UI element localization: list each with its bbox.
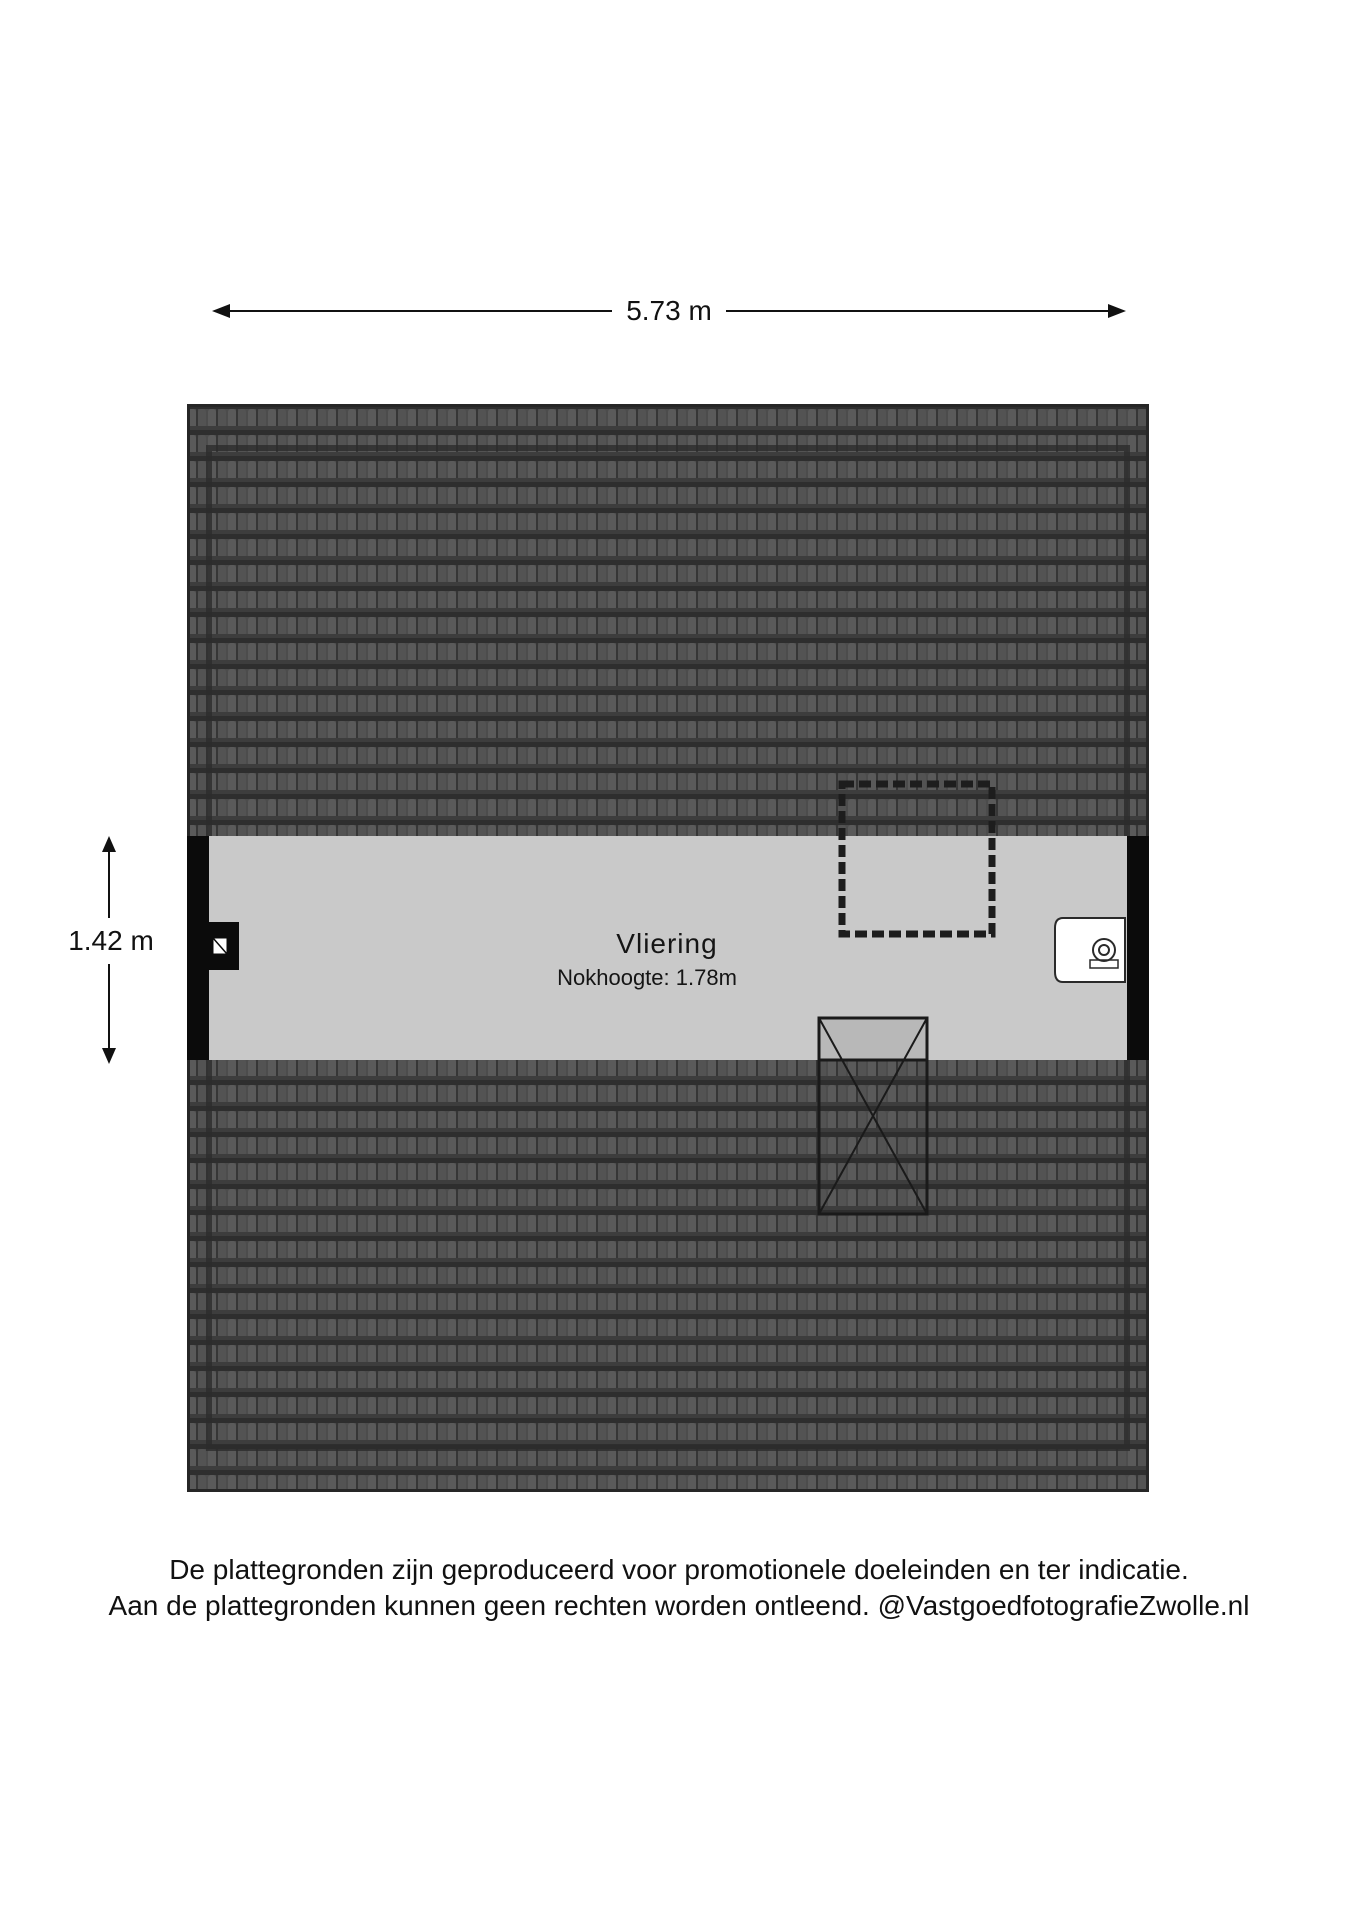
arrow-right-icon xyxy=(1108,304,1126,318)
dimension-line xyxy=(108,964,110,1050)
floor-plan xyxy=(187,404,1149,1492)
wall-left xyxy=(187,836,209,1060)
disclaimer-line-1: De plattegronden zijn geproduceerd voor promotionele doeleinden en ter indicatie. xyxy=(169,1554,1189,1585)
ridge-height-label: Nokhoogte: 1.78m xyxy=(557,965,737,990)
chimney-icon xyxy=(209,922,239,970)
dimension-line xyxy=(108,850,110,918)
width-label: 5.73 m xyxy=(626,295,712,326)
boiler-icon xyxy=(1055,918,1125,982)
disclaimer xyxy=(0,1552,1358,1624)
width-dimension xyxy=(212,296,1126,326)
arrow-down-icon xyxy=(102,1048,116,1064)
roof-upper xyxy=(187,404,1149,836)
depth-dimension xyxy=(56,836,166,1064)
wall-right xyxy=(1127,836,1149,1060)
roof-lower xyxy=(187,1060,1149,1492)
room-name: Vliering xyxy=(616,928,718,959)
dimension-line xyxy=(726,310,1116,312)
dimension-line xyxy=(222,310,612,312)
depth-label: 1.42 m xyxy=(68,925,154,956)
disclaimer-line-2: Aan de plattegronden kunnen geen rechten worden ontleend. @VastgoedfotografieZwolle.nl xyxy=(108,1590,1250,1621)
